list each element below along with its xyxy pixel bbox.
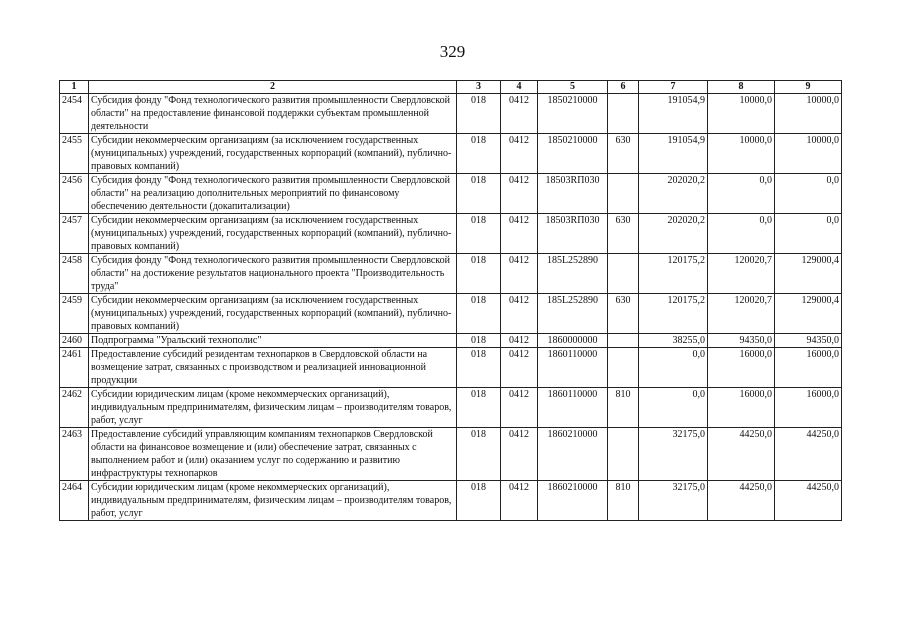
amount-col-7: 120175,2 xyxy=(639,254,708,294)
row-number: 2461 xyxy=(60,348,89,388)
admin-code: 018 xyxy=(457,481,501,521)
target-article-code: 18503RП030 xyxy=(538,214,608,254)
target-article-code: 185L252890 xyxy=(538,254,608,294)
column-header-1: 1 xyxy=(60,81,89,94)
amount-col-8: 120020,7 xyxy=(708,254,775,294)
target-article-code: 1860000000 xyxy=(538,334,608,348)
table-row xyxy=(60,174,842,214)
amount-col-9: 10000,0 xyxy=(775,94,842,134)
row-number: 2464 xyxy=(60,481,89,521)
row-number: 2462 xyxy=(60,388,89,428)
amount-col-8: 120020,7 xyxy=(708,294,775,334)
column-header-6: 6 xyxy=(608,81,639,94)
table-row xyxy=(60,214,842,254)
column-header-3: 3 xyxy=(457,81,501,94)
page-number: 329 xyxy=(439,42,466,61)
expense-type-code: 810 xyxy=(608,481,639,521)
table-row xyxy=(60,334,842,348)
target-article-code: 1860210000 xyxy=(538,481,608,521)
amount-col-9: 16000,0 xyxy=(775,388,842,428)
admin-code: 018 xyxy=(457,134,501,174)
row-description: Субсидии юридическим лицам (кроме некоммерческих организаций), индивидуальным предпринимателям, физическим лицам – производителям товаров, работ, услуг xyxy=(89,388,457,428)
amount-col-8: 16000,0 xyxy=(708,348,775,388)
admin-code: 018 xyxy=(457,254,501,294)
target-article-code: 1850210000 xyxy=(538,94,608,134)
expense-type-code: 630 xyxy=(608,294,639,334)
amount-col-7: 32175,0 xyxy=(639,428,708,481)
row-number: 2456 xyxy=(60,174,89,214)
amount-col-9: 129000,4 xyxy=(775,254,842,294)
admin-code: 018 xyxy=(457,214,501,254)
column-header-2: 2 xyxy=(89,81,457,94)
budget-table xyxy=(59,80,842,521)
section-code: 0412 xyxy=(501,388,538,428)
row-description: Предоставление субсидий резидентам технопарков в Свердловской области на возмещение затрат, связанных с производством и реализацией инновационной продукции xyxy=(89,348,457,388)
target-article-code: 1860110000 xyxy=(538,388,608,428)
amount-col-8: 0,0 xyxy=(708,174,775,214)
admin-code: 018 xyxy=(457,428,501,481)
column-header-9: 9 xyxy=(775,81,842,94)
amount-col-9: 0,0 xyxy=(775,174,842,214)
amount-col-9: 44250,0 xyxy=(775,428,842,481)
row-description: Субсидии юридическим лицам (кроме некоммерческих организаций), индивидуальным предпринимателям, физическим лицам – производителям товаров, работ, услуг xyxy=(89,481,457,521)
amount-col-7: 0,0 xyxy=(639,348,708,388)
amount-col-7: 120175,2 xyxy=(639,294,708,334)
table-row xyxy=(60,94,842,134)
row-description: Субсидии некоммерческим организациям (за исключением государственных (муниципальных) учреждений, государственных корпораций (компаний), публично-правовых компаний) xyxy=(89,294,457,334)
row-number: 2463 xyxy=(60,428,89,481)
target-article-code: 1850210000 xyxy=(538,134,608,174)
section-code: 0412 xyxy=(501,334,538,348)
column-header-5: 5 xyxy=(538,81,608,94)
section-code: 0412 xyxy=(501,94,538,134)
table-row xyxy=(60,348,842,388)
admin-code: 018 xyxy=(457,94,501,134)
row-description: Субсидия фонду "Фонд технологического развития промышленности Свердловской области" на реализацию дополнительных мероприятий по финансовому обеспечению деятельности (докапитализации) xyxy=(89,174,457,214)
row-description: Субсидии некоммерческим организациям (за исключением государственных (муниципальных) учреждений, государственных корпораций (компаний), публично-правовых компаний) xyxy=(89,214,457,254)
column-header-7: 7 xyxy=(639,81,708,94)
expense-type-code xyxy=(608,174,639,214)
amount-col-8: 44250,0 xyxy=(708,481,775,521)
table-body xyxy=(60,94,842,521)
target-article-code: 1860210000 xyxy=(538,428,608,481)
amount-col-8: 44250,0 xyxy=(708,428,775,481)
amount-col-8: 16000,0 xyxy=(708,388,775,428)
amount-col-7: 191054,9 xyxy=(639,134,708,174)
amount-col-9: 0,0 xyxy=(775,214,842,254)
amount-col-7: 38255,0 xyxy=(639,334,708,348)
expense-type-code: 810 xyxy=(608,388,639,428)
table-row xyxy=(60,254,842,294)
expense-type-code xyxy=(608,348,639,388)
section-code: 0412 xyxy=(501,174,538,214)
admin-code: 018 xyxy=(457,388,501,428)
amount-col-9: 94350,0 xyxy=(775,334,842,348)
row-number: 2460 xyxy=(60,334,89,348)
section-code: 0412 xyxy=(501,294,538,334)
amount-col-8: 94350,0 xyxy=(708,334,775,348)
row-description: Субсидии некоммерческим организациям (за исключением государственных (муниципальных) учреждений, государственных корпораций (компаний), публично-правовых компаний) xyxy=(89,134,457,174)
row-description: Предоставление субсидий управляющим компаниям технопарков Свердловской области на финансовое возмещение и (или) обеспечение затрат, связанных с выполнением работ и (или) оказанием услуг по содержанию и развитию инфраструктуры технопарков xyxy=(89,428,457,481)
admin-code: 018 xyxy=(457,348,501,388)
section-code: 0412 xyxy=(501,134,538,174)
table-header-row xyxy=(60,81,842,94)
section-code: 0412 xyxy=(501,214,538,254)
amount-col-9: 44250,0 xyxy=(775,481,842,521)
section-code: 0412 xyxy=(501,254,538,294)
admin-code: 018 xyxy=(457,334,501,348)
amount-col-9: 10000,0 xyxy=(775,134,842,174)
target-article-code: 18503RП030 xyxy=(538,174,608,214)
row-number: 2459 xyxy=(60,294,89,334)
row-number: 2455 xyxy=(60,134,89,174)
section-code: 0412 xyxy=(501,481,538,521)
amount-col-8: 10000,0 xyxy=(708,134,775,174)
admin-code: 018 xyxy=(457,294,501,334)
target-article-code: 185L252890 xyxy=(538,294,608,334)
row-description: Субсидия фонду "Фонд технологического развития промышленности Свердловской области" на предоставление финансовой поддержки субъектам промышленной деятельности xyxy=(89,94,457,134)
amount-col-7: 0,0 xyxy=(639,388,708,428)
target-article-code: 1860110000 xyxy=(538,348,608,388)
amount-col-9: 16000,0 xyxy=(775,348,842,388)
amount-col-7: 32175,0 xyxy=(639,481,708,521)
expense-type-code xyxy=(608,94,639,134)
expense-type-code xyxy=(608,428,639,481)
expense-type-code: 630 xyxy=(608,214,639,254)
table-row xyxy=(60,294,842,334)
amount-col-7: 191054,9 xyxy=(639,94,708,134)
section-code: 0412 xyxy=(501,348,538,388)
admin-code: 018 xyxy=(457,174,501,214)
expense-type-code xyxy=(608,334,639,348)
amount-col-9: 129000,4 xyxy=(775,294,842,334)
amount-col-7: 202020,2 xyxy=(639,174,708,214)
expense-type-code: 630 xyxy=(608,134,639,174)
table-row xyxy=(60,388,842,428)
amount-col-7: 202020,2 xyxy=(639,214,708,254)
column-header-4: 4 xyxy=(501,81,538,94)
amount-col-8: 10000,0 xyxy=(708,94,775,134)
expense-type-code xyxy=(608,254,639,294)
section-code: 0412 xyxy=(501,428,538,481)
row-number: 2457 xyxy=(60,214,89,254)
table-row xyxy=(60,134,842,174)
row-number: 2454 xyxy=(60,94,89,134)
row-description: Подпрограмма "Уральский технополис" xyxy=(89,334,457,348)
row-description: Субсидия фонду "Фонд технологического развития промышленности Свердловской области" на достижение результатов национального проекта "Производительность труда" xyxy=(89,254,457,294)
column-header-8: 8 xyxy=(708,81,775,94)
amount-col-8: 0,0 xyxy=(708,214,775,254)
table-row xyxy=(60,481,842,521)
row-number: 2458 xyxy=(60,254,89,294)
table-row xyxy=(60,428,842,481)
